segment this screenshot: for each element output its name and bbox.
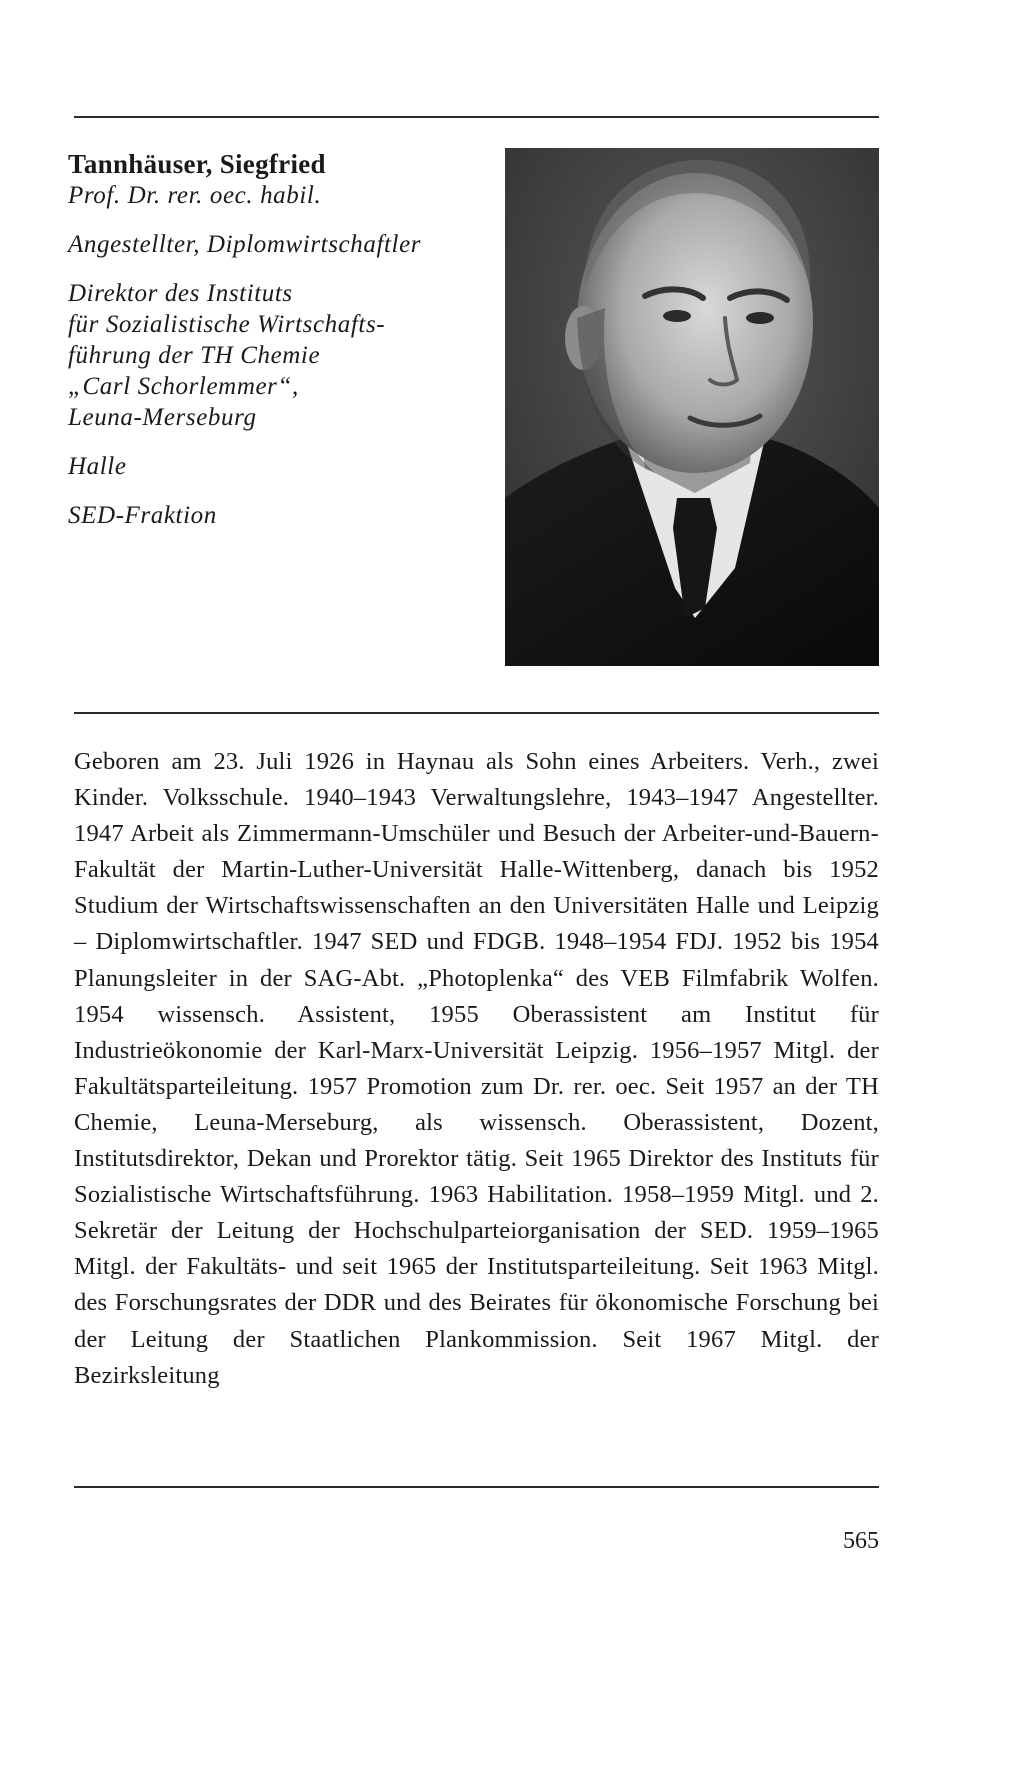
position-line: führung der TH Chemie xyxy=(68,342,321,369)
academic-title: Prof. Dr. rer. oec. habil. xyxy=(68,182,322,209)
top-rule xyxy=(74,116,879,118)
portrait-illustration xyxy=(505,148,879,666)
bottom-rule xyxy=(74,1486,879,1488)
position-block xyxy=(68,278,478,433)
portrait-photo xyxy=(505,148,879,666)
position-line: „Carl Schorlemmer“, xyxy=(68,373,299,400)
faction: SED-Fraktion xyxy=(68,502,217,529)
entry-header xyxy=(68,148,478,531)
page-number: 565 xyxy=(843,1528,879,1554)
position-line: Leuna-Merseburg xyxy=(68,404,257,431)
place: Halle xyxy=(68,453,127,480)
biography-text: Geboren am 23. Juli 1926 in Haynau als Sohn eines Arbeiters. Verh., zwei Kinder. Volksschule. 1940–1943 Verwaltungslehre, 1943–1947 Angestellter. 1947 Arbeit als Zimmermann-Umschüler und Besuch der Arbeiter-und-Bauern-Fakultät der Martin-Luther-Universität Halle-Wittenberg, danach bis 1952 Studium der Wirtschaftswissenschaften an den Universitäten Halle und Leipzig – Diplomwirtschaftler. 1947 SED und FDGB. 1948–1954 FDJ. 1952 bis 1954 Planungsleiter in der SAG-Abt. „Photoplenka“ des VEB Filmfabrik Wolfen. 1954 wissensch. Assistent, 1955 Oberassistent am Institut für Industrieökonomie der Karl-Marx-Universität Leipzig. 1956–1957 Mitgl. der Fakultätsparteileitung. 1957 Promotion zum Dr. rer. oec. Seit 1957 an der TH Chemie, Leuna-Merseburg, als wissensch. Oberassistent, Dozent, Institutsdirektor, Dekan und Prorektor tätig. Seit 1965 Direktor des Instituts für Sozialistische Wirtschaftsführung. 1963 Habilitation. 1958–1959 Mitgl. und 2. Sekretär der Leitung der Hochschulparteiorganisation der SED. 1959–1965 Mitgl. der Fakultäts- und seit 1965 der Institutsparteileitung. Seit 1963 Mitgl. des Forschungsrates der DDR und des Beirates für ökonomische Forschung bei der Leitung der Staatlichen Plankommission. Seit 1967 Mitgl. der Bezirksleitung xyxy=(74,748,879,1389)
occupation: Angestellter, Diplomwirtschaftler xyxy=(68,231,422,258)
person-name: Tannhäuser, Siegfried xyxy=(68,149,326,179)
position-line: für Sozialistische Wirtschafts- xyxy=(68,311,386,338)
position-line: Direktor des Instituts xyxy=(68,280,293,307)
middle-rule xyxy=(74,712,879,714)
